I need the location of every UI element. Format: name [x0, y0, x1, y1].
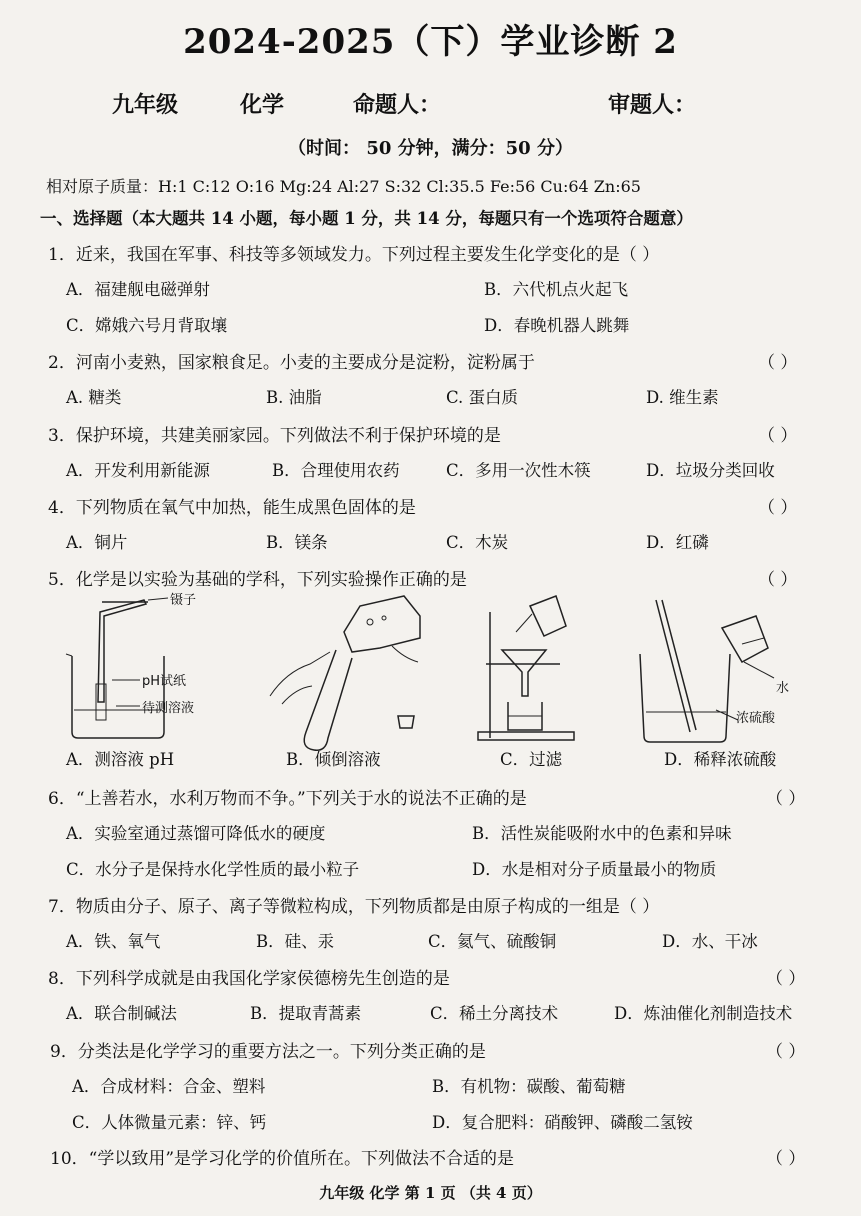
answer-paren-9: （ ） — [766, 1042, 806, 1062]
question-7-stem: 7．物质由分子、原子、离子等微粒构成，下列物质都是由原子构成的一组是（ ） — [48, 897, 660, 917]
question-5-option-c: C．过滤 — [500, 750, 563, 769]
question-3-stem: 3．保护环境，共建美丽家园。下列做法不利于保护环境的是 — [48, 426, 501, 446]
question-9-option-d: D．复合肥料：硝酸钾、磷酸二氢铵 — [432, 1113, 693, 1132]
question-3-option-d: D．垃圾分类回收 — [646, 461, 775, 480]
question-4-option-c: C．木炭 — [446, 533, 509, 552]
answer-paren-2: （ ） — [758, 353, 798, 373]
experiment-figures — [0, 592, 861, 752]
question-9-option-c: C．人体微量元素：锌、钙 — [72, 1113, 267, 1132]
question-2-option-d: D. 维生素 — [646, 388, 719, 407]
question-9-option-a: A．合成材料：合金、塑料 — [72, 1077, 266, 1096]
answer-paren-6: （ ） — [766, 789, 806, 809]
question-1-option-c: C．嫦娥六号月背取壤 — [66, 316, 228, 335]
figure-a-ph-test — [66, 592, 196, 738]
question-1-option-b: B．六代机点火起飞 — [484, 280, 629, 299]
question-7-option-a: A．铁、氧气 — [66, 932, 161, 951]
figure-d-dilution — [640, 600, 789, 742]
label-conc-acid: 浓硫酸 — [736, 711, 776, 726]
reviewer-label: 审题人： — [608, 92, 697, 118]
page-title: 2024-2025（下）学业诊断 2 — [183, 22, 678, 62]
question-6-option-c: C．水分子是保持水化学性质的最小粒子 — [66, 860, 360, 879]
section-heading: 一、选择题（本大题共 14 小题，每小题 1 分，共 14 分，每题只有一个选项符合题意） — [40, 209, 693, 228]
question-1-option-d: D．春晚机器人跳舞 — [484, 316, 630, 335]
subject-label: 化学 — [240, 92, 285, 118]
figure-c-filtration — [478, 596, 574, 740]
answer-paren-3: （ ） — [758, 426, 798, 446]
question-5-option-a: A．测溶液 pH — [66, 750, 175, 769]
question-4-option-b: B．镁条 — [266, 533, 328, 552]
question-3-option-c: C．多用一次性木筷 — [446, 461, 591, 480]
question-4-option-a: A．铜片 — [66, 533, 128, 552]
question-5-option-d: D．稀释浓硫酸 — [664, 750, 777, 769]
answer-paren-5: （ ） — [758, 570, 798, 590]
answer-paren-8: （ ） — [766, 969, 806, 989]
question-2-option-c: C. 蛋白质 — [446, 388, 519, 407]
question-1-stem: 1．近来，我国在军事、科技等多领域发力。下列过程主要发生化学变化的是（ ） — [48, 245, 660, 265]
question-9-option-b: B．有机物：碳酸、葡萄糖 — [432, 1077, 626, 1096]
setter-label: 命题人： — [353, 92, 442, 118]
question-2-option-a: A. 糖类 — [66, 388, 122, 407]
label-tweezers: 镊子 — [170, 593, 197, 608]
time-info: （时间： 50 分钟，满分：50 分） — [288, 138, 573, 159]
question-2-option-b: B. 油脂 — [266, 388, 322, 407]
question-6-option-a: A．实验室通过蒸馏可降低水的硬度 — [66, 824, 326, 843]
question-1-option-a: A．福建舰电磁弹射 — [66, 280, 210, 299]
question-10-stem: 10．“学以致用”是学习化学的价值所在。下列做法不合适的是 — [50, 1149, 515, 1169]
question-4-option-d: D．红磷 — [646, 533, 709, 552]
figure-b-pouring — [270, 596, 420, 750]
question-8-option-d: D．炼油催化剂制造技术 — [614, 1004, 793, 1023]
grade-label: 九年级 — [112, 92, 179, 118]
question-4-stem: 4．下列物质在氧气中加热，能生成黑色固体的是 — [48, 498, 416, 518]
question-8-option-b: B．提取青蒿素 — [250, 1004, 362, 1023]
question-2-stem: 2．河南小麦熟，国家粮食足。小麦的主要成分是淀粉，淀粉属于 — [48, 353, 535, 373]
label-ph-paper: pH试纸 — [142, 674, 187, 689]
question-5-stem: 5．化学是以实验为基础的学科，下列实验操作正确的是 — [48, 570, 467, 590]
question-7-option-c: C．氦气、硫酸铜 — [428, 932, 557, 951]
question-9-stem: 9．分类法是化学学习的重要方法之一。下列分类正确的是 — [50, 1042, 486, 1062]
question-8-option-a: A．联合制碱法 — [66, 1004, 177, 1023]
label-test-solution: 待测溶液 — [142, 701, 195, 716]
question-6-option-d: D．水是相对分子质量最小的物质 — [472, 860, 717, 879]
page-footer: 九年级 化学 第 1 页 （共 4 页） — [319, 1184, 542, 1202]
question-3-option-a: A．开发利用新能源 — [66, 461, 210, 480]
question-5-option-b: B．倾倒溶液 — [286, 750, 381, 769]
question-7-option-d: D．水、干冰 — [662, 932, 758, 951]
question-8-stem: 8．下列科学成就是由我国化学家侯德榜先生创造的是 — [48, 969, 450, 989]
question-6-option-b: B．活性炭能吸附水中的色素和异味 — [472, 824, 732, 843]
question-3-option-b: B．合理使用农药 — [272, 461, 400, 480]
atomic-masses: 相对原子质量：H:1 C:12 O:16 Mg:24 Al:27 S:32 Cl:35.5 Fe:56 Cu:64 Zn:65 — [46, 177, 641, 196]
label-water: 水 — [776, 681, 790, 696]
question-7-option-b: B．硅、汞 — [256, 932, 335, 951]
answer-paren-4: （ ） — [758, 498, 798, 518]
question-8-option-c: C．稀土分离技术 — [430, 1004, 559, 1023]
question-6-stem: 6．“上善若水，水利万物而不争。”下列关于水的说法不正确的是 — [48, 789, 527, 809]
answer-paren-10: （ ） — [766, 1149, 806, 1169]
